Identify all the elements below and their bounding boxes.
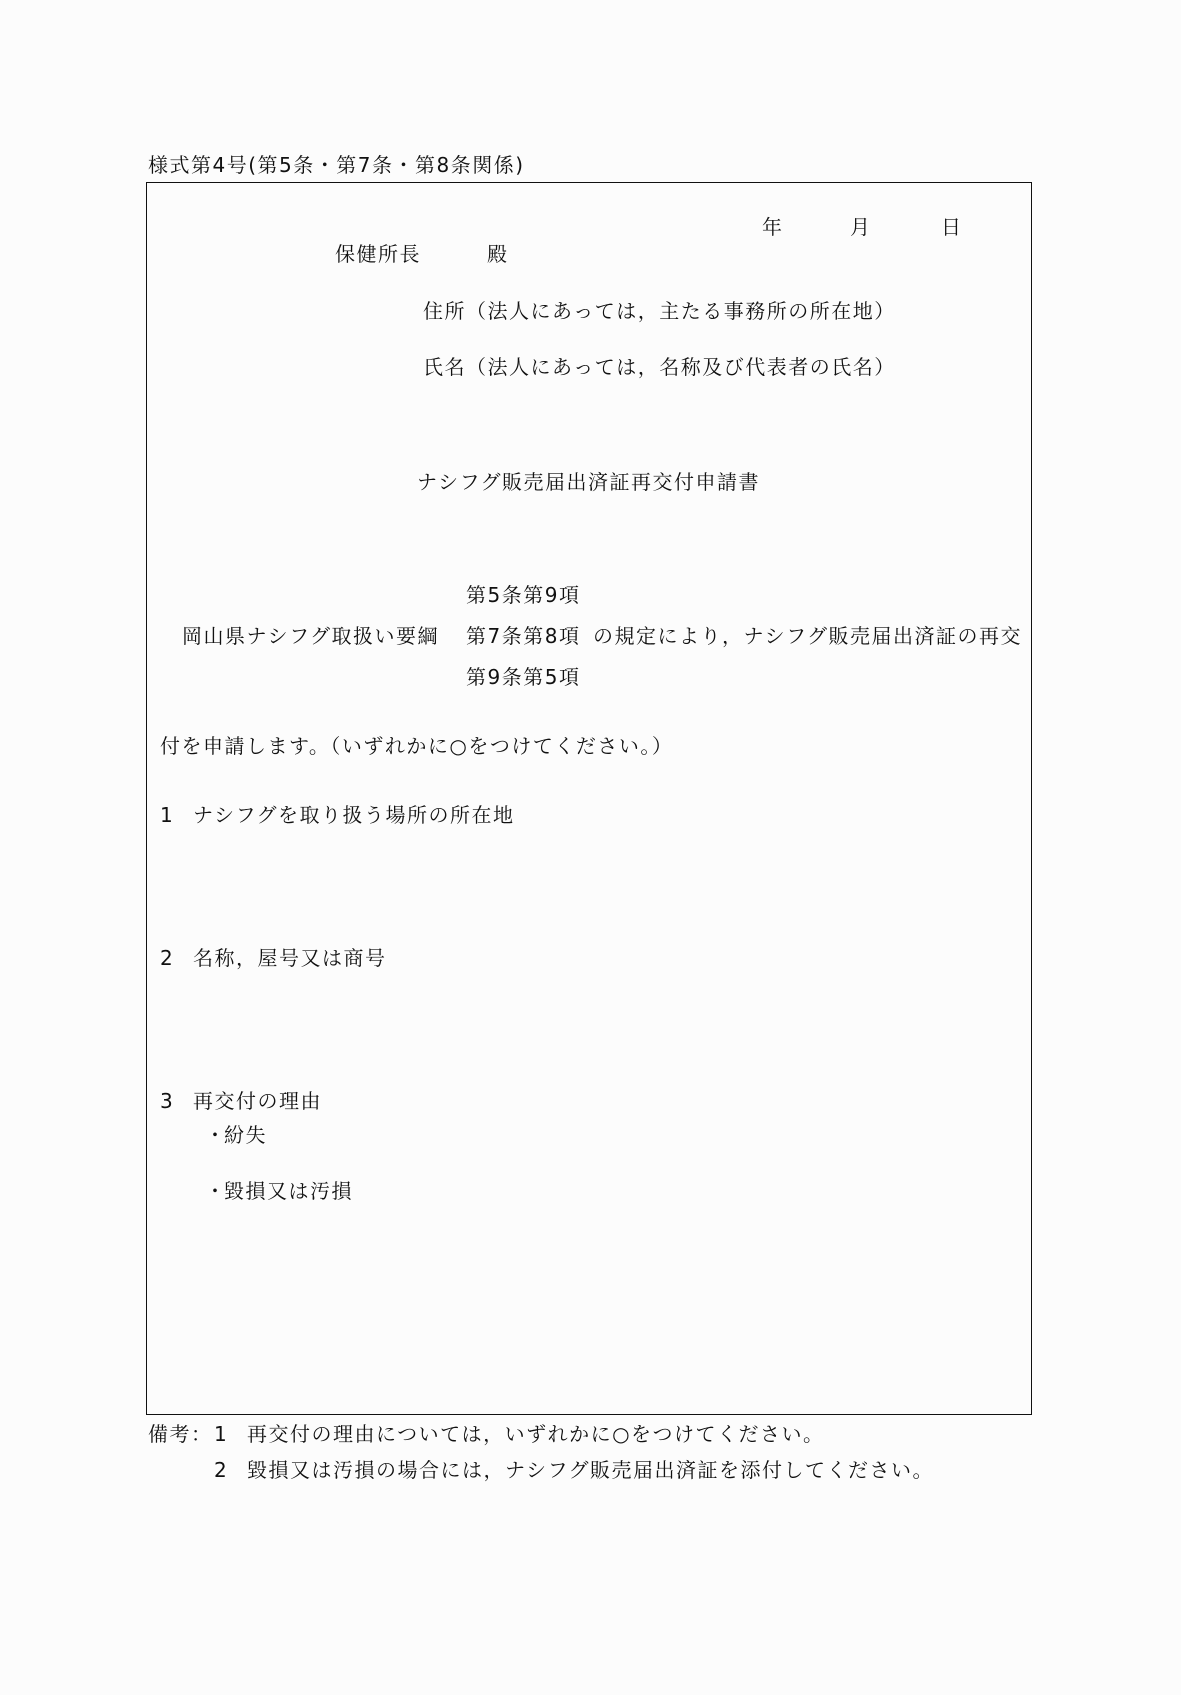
addressee-honorific: 殿 — [487, 242, 509, 266]
bullet-icon: ・ — [205, 1179, 227, 1203]
business-name-input-area[interactable] — [193, 978, 1013, 1078]
item-label: 再交付の理由 — [193, 1089, 322, 1113]
body-line1-suffix: の規定により，ナシフグ販売届出済証の再交 — [593, 624, 1022, 648]
clause-option[interactable]: 第5条第9項 — [466, 583, 581, 607]
body-line2: 付を申請します。（いずれかに○をつけてください。） — [160, 734, 674, 758]
note-number: 1 — [214, 1422, 229, 1446]
item-number: 2 — [160, 946, 175, 970]
month-label: 月 — [850, 215, 870, 239]
notes-heading: 備考： — [148, 1422, 213, 1446]
addressee-title: 保健所長 — [335, 242, 421, 266]
regulation-name: 岡山県ナシフグ取扱い要綱 — [182, 624, 439, 648]
day-label: 日 — [941, 215, 961, 239]
applicant-address-label: 住所（法人にあっては，主たる事務所の所在地） — [423, 299, 896, 323]
document-title: ナシフグ販売届出済証再交付申請書 — [417, 470, 760, 494]
location-input-area[interactable] — [193, 835, 1013, 935]
bullet-icon: ・ — [205, 1123, 227, 1147]
form-number: 様式第4号(第5条・第7条・第8条関係) — [148, 153, 525, 177]
item-number: 1 — [160, 803, 175, 827]
applicant-name-label: 氏名（法人にあっては，名称及び代表者の氏名） — [423, 355, 896, 379]
note-text: 毀損又は汚損の場合には，ナシフグ販売届出済証を添付してください。 — [247, 1458, 934, 1482]
year-label: 年 — [762, 215, 782, 239]
note-text: 再交付の理由については，いずれかに○をつけてください。 — [247, 1422, 825, 1446]
clause-option[interactable]: 第9条第5項 — [466, 665, 581, 689]
reason-label: 毀損又は汚損 — [224, 1179, 353, 1203]
item-number: 3 — [160, 1089, 175, 1113]
item-label: ナシフグを取り扱う場所の所在地 — [193, 803, 515, 827]
item-label: 名称，屋号又は商号 — [193, 946, 387, 970]
clause-option[interactable]: 第7条第8項 — [466, 624, 581, 648]
note-number: 2 — [214, 1458, 229, 1482]
reason-label: 紛失 — [224, 1123, 267, 1147]
